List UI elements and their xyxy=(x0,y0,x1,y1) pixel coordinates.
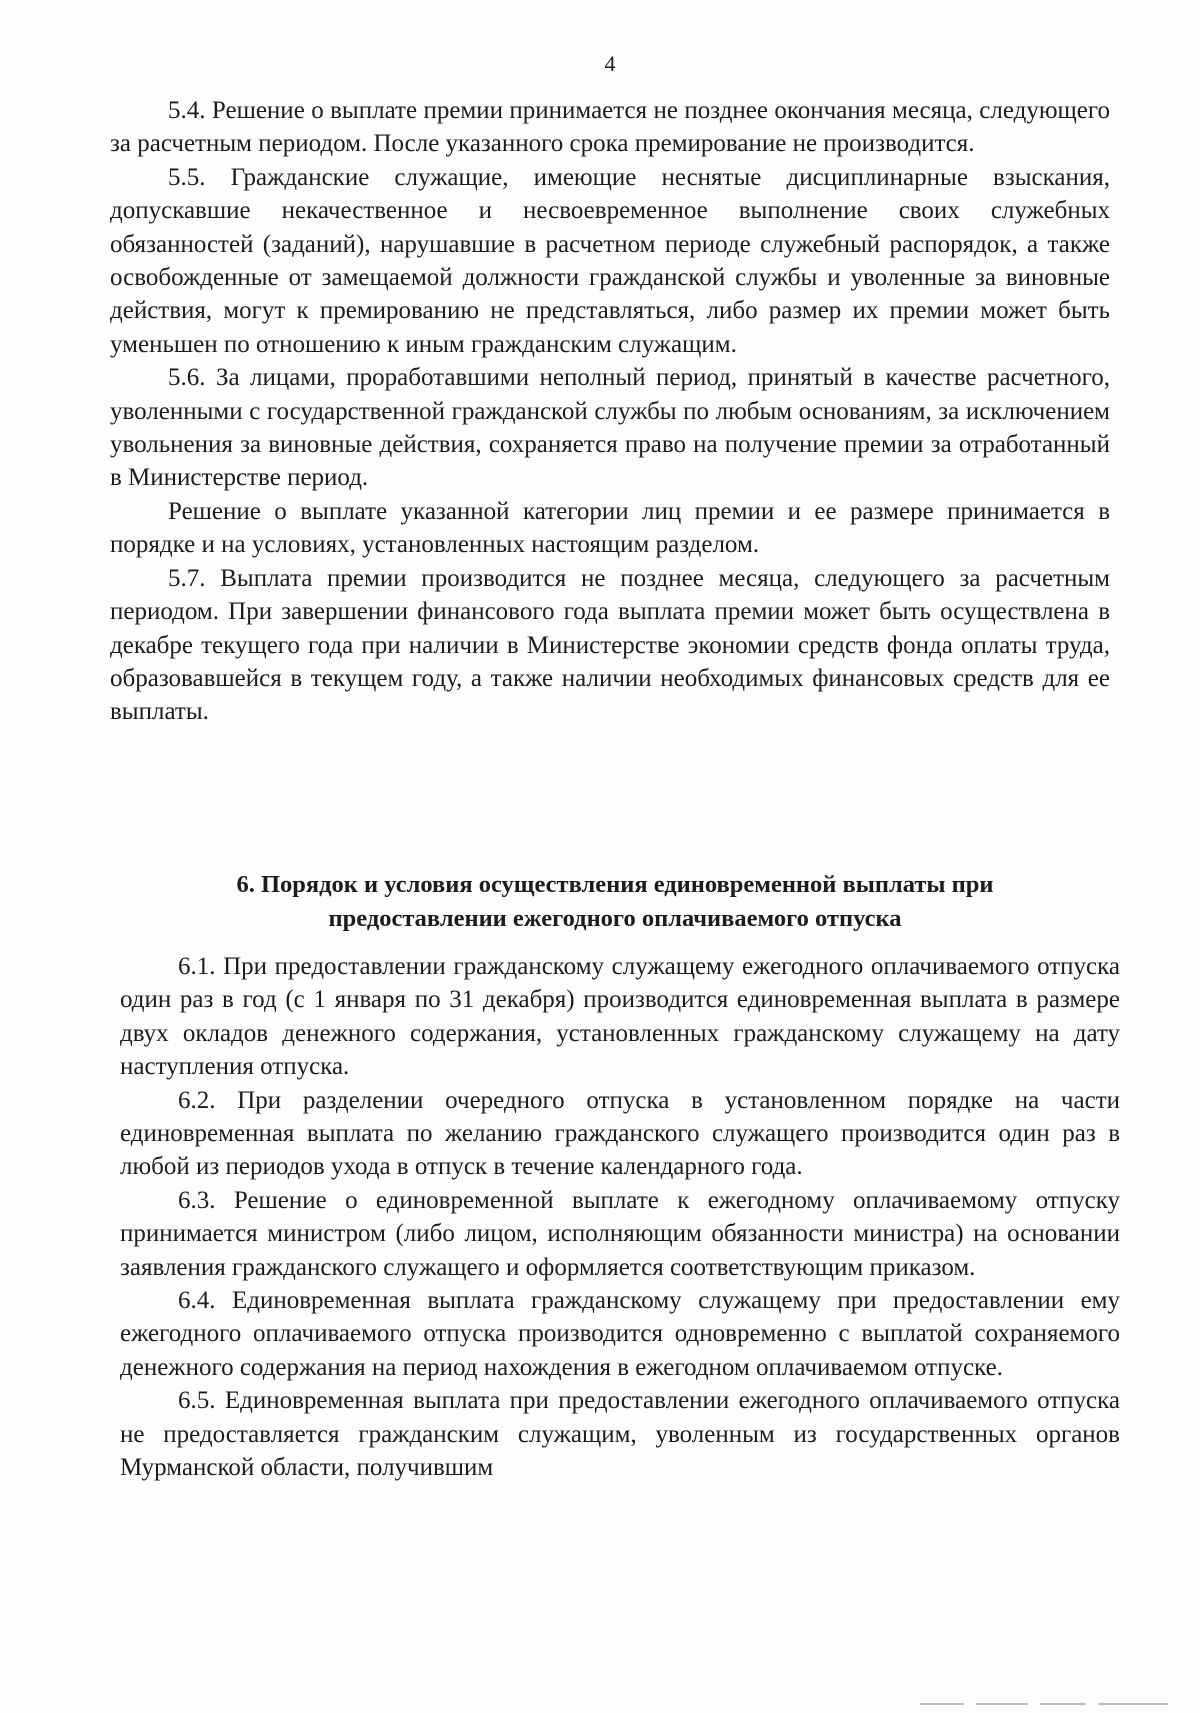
paragraph-6-4: 6.4. Единовременная выплата гражданскому служащему при предоставлении ему ежегодного оплачиваемого отпуска производится одновременно с выплатой сохраняемого денежного содержания на период нахождения в ежегодном оплачиваемом отпуске. xyxy=(120,1287,1120,1381)
page-number: 4 xyxy=(604,51,616,76)
paragraph-6-2: 6.2. При разделении очередного отпуска в установленном порядке на части единовременная выплата по желанию гражданского служащего производится один раз в любой из периодов ухода в отпуск в течение календарного года. xyxy=(120,1086,1120,1181)
section-heading-line-2: предоставлении ежегодного оплачиваемого отпуска xyxy=(328,905,902,932)
section-heading-line-1: 6. Порядок и условия осуществления единовременной выплаты при xyxy=(236,871,994,898)
paragraph-5-6-decision: Решение о выплате указанной категории лиц премии и ее размере принимается в порядке и на условиях, установленных настоящим разделом. xyxy=(110,497,1110,559)
scan-mark xyxy=(1098,1703,1168,1705)
scan-edge-marks xyxy=(920,1703,1180,1707)
paragraph-6-1: 6.1. При предоставлении гражданскому служащему ежегодного оплачиваемого отпуска один раз в год (с 1 января по 31 декабря) производится единовременная выплата в размере двух окладов денежного содержания, установленных гражданскому служащему на дату наступления отпуска. xyxy=(120,953,1120,1081)
paragraph-5-4: 5.4. Решение о выплате премии принимается не позднее окончания месяца, следующего за расчетным периодом. После указанного срока премирование не производится. xyxy=(110,97,1110,158)
paragraph-5-5: 5.5. Гражданские служащие, имеющие неснятые дисциплинарные взыскания, допускавшие некачественное и несвоевременное выполнение своих служебных обязанностей (заданий), нарушавшие в расчетном периоде служебный распорядок, а также освобожденные от замещаемой должности гражданской службы и уволенные за виновные действия, могут к премированию не представляться, либо размер их премии может быть уменьшен по отношению к иным гражданским служащим. xyxy=(110,163,1110,358)
scan-mark xyxy=(976,1703,1028,1705)
paragraph-6-3: 6.3. Решение о единовременной выплате к ежегодному оплачиваемому отпуску принимается министром (либо лицом, исполняющим обязанности министра) на основании заявления гражданского служащего и оформляется соответствующим приказом. xyxy=(120,1186,1120,1281)
body-text-upper xyxy=(110,94,1110,729)
scan-mark xyxy=(1040,1703,1086,1705)
paragraph-5-7: 5.7. Выплата премии производится не позднее месяца, следующего за расчетным периодом. При завершении финансового года выплата премии может быть осуществлена в декабре текущего года при наличии в Министерстве экономии средств фонда оплаты труда, образовавшейся в текущем году, а также наличии необходимых финансовых средств для ее выплаты. xyxy=(110,564,1110,726)
body-text-lower xyxy=(120,950,1120,1485)
section-6-heading xyxy=(120,868,1110,936)
scan-mark xyxy=(920,1703,964,1705)
paragraph-6-5: 6.5. Единовременная выплата при предоставлении ежегодного оплачиваемого отпуска не предоставляется гражданским служащим, уволенным из государственных органов Мурманской области, получившим xyxy=(120,1387,1120,1482)
paragraph-5-6: 5.6. За лицами, проработавшими неполный период, принятый в качестве расчетного, уволенными с государственной гражданской службы по любым основаниям, за исключением увольнения за виновные действия, сохраняется право на получение премии за отработанный в Министерстве период. xyxy=(110,364,1110,492)
